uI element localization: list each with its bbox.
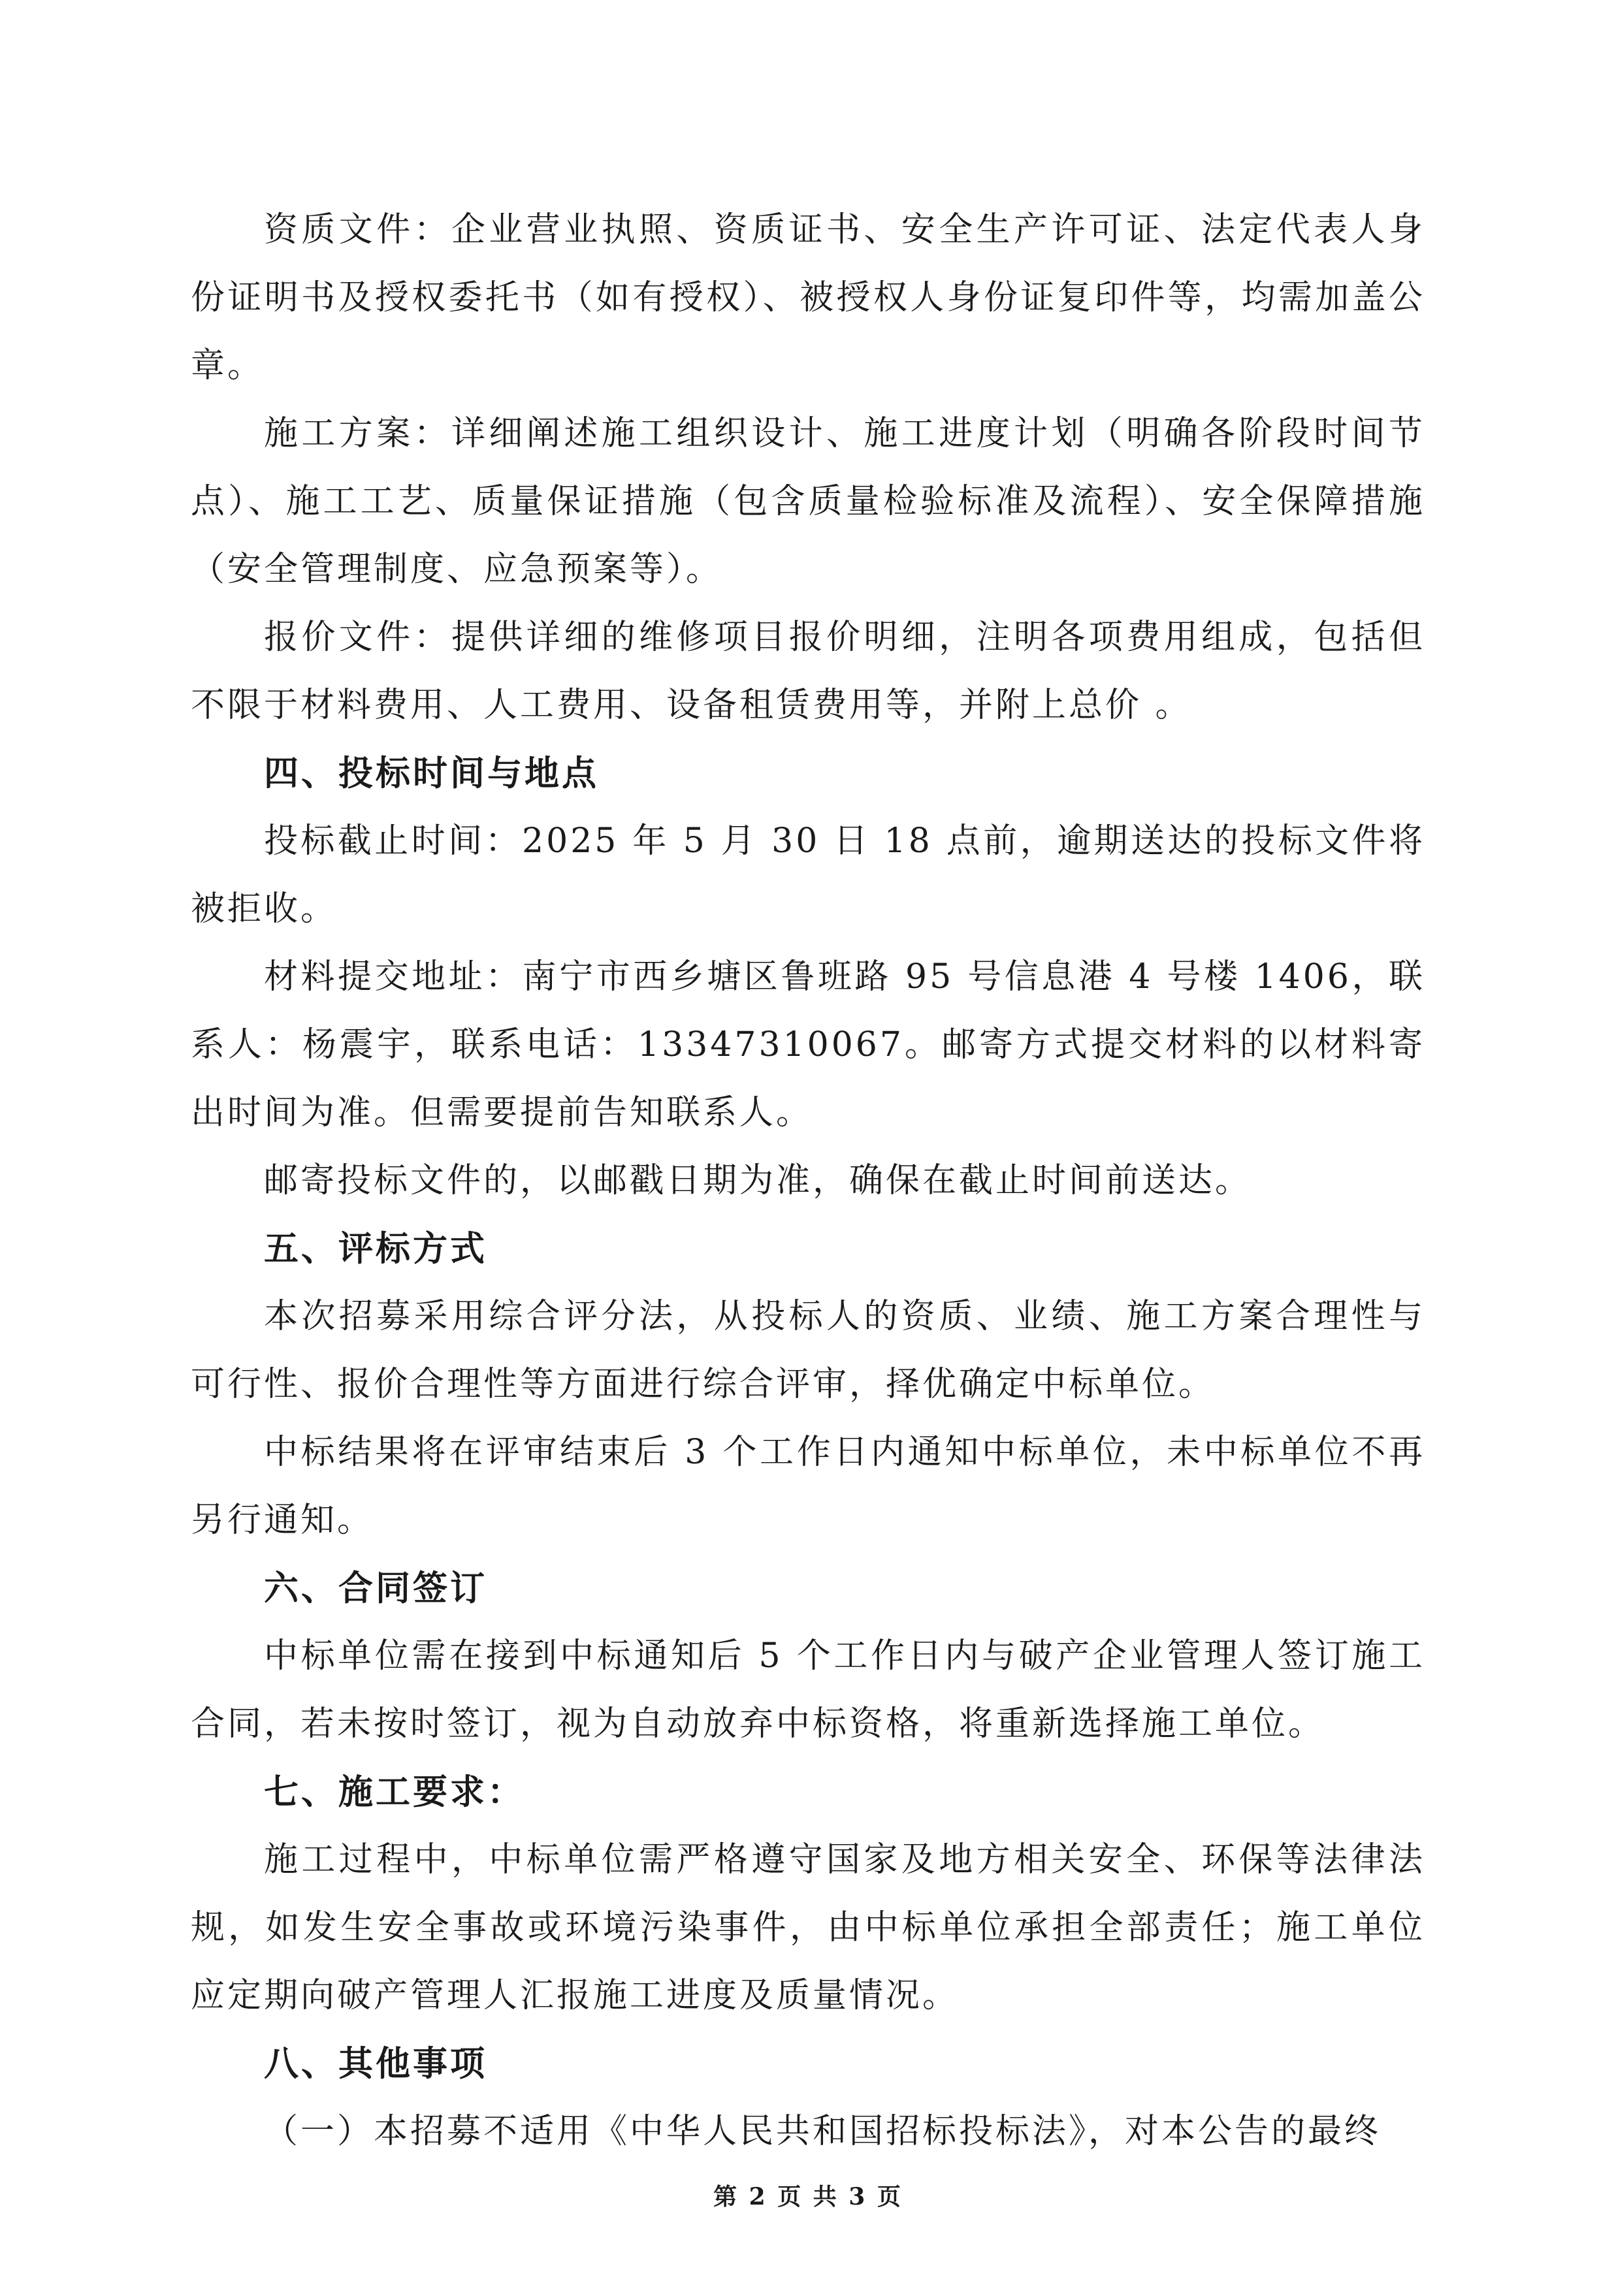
section-heading-construction-requirements: 七、施工要求： (264, 1772, 525, 1812)
paragraph-other-matters-1: （一）本招募不适用《中华人民共和国招标投标法》，对本公告的最终 (264, 2112, 1382, 2151)
paragraph-quotation-documents: 报价文件：提供详细的维修项目报价明细，注明各项费用组成，包括但不限于材料费用、人工费用、设备租赁费用等，并附上总价 。 (191, 618, 1425, 725)
document-body (191, 196, 1425, 2165)
paragraph-mail-submission: 邮寄投标文件的，以邮戳日期为准，确保在截止时间前送达。 (264, 1161, 1252, 1200)
paragraph-qualification-documents: 资质文件：企业营业执照、资质证书、安全生产许可证、法定代表人身份证明书及授权委托书（如有授权）、被授权人身份证复印件等，均需加盖公章。 (191, 210, 1425, 385)
paragraph-construction-plan: 施工方案：详细阐述施工组织设计、施工进度计划（明确各阶段时间节点）、施工工艺、质量保证措施（包含质量检验标准及流程）、安全保障措施（安全管理制度、应急预案等）。 (191, 414, 1425, 589)
paragraph-contract-signing: 中标单位需在接到中标通知后 5 个工作日内与破产企业管理人签订施工合同，若未按时签订，视为自动放弃中标资格，将重新选择施工单位。 (191, 1636, 1425, 1744)
paragraph-evaluation-method: 本次招募采用综合评分法，从投标人的资质、业绩、施工方案合理性与可行性、报价合理性等方面进行综合评审，择优确定中标单位。 (191, 1297, 1425, 1404)
section-heading-evaluation-method: 五、评标方式 (264, 1228, 487, 1269)
section-heading-bid-time-place: 四、投标时间与地点 (264, 753, 599, 793)
page-number-footer: 第 2 页 共 3 页 (713, 2183, 903, 2210)
paragraph-bid-deadline: 投标截止时间：2025 年 5 月 30 日 18 点前，逾期送达的投标文件将被拒收。 (191, 821, 1425, 929)
section-heading-contract-signing: 六、合同签订 (264, 1568, 487, 1608)
section-heading-other-matters: 八、其他事项 (264, 2043, 487, 2084)
paragraph-construction-requirements: 施工过程中，中标单位需严格遵守国家及地方相关安全、环保等法律法规，如发生安全事故或环境污染事件，由中标单位承担全部责任；施工单位应定期向破产管理人汇报施工进度及质量情况。 (191, 1840, 1425, 2015)
paragraph-bid-result-notice: 中标结果将在评审结束后 3 个工作日内通知中标单位，未中标单位不再另行通知。 (191, 1433, 1425, 1540)
paragraph-submission-address: 材料提交地址：南宁市西乡塘区鲁班路 95 号信息港 4 号楼 1406，联系人：杨震宇，联系电话：13347310067。邮寄方式提交材料的以材料寄出时间为准。但需要提前告知联系人。 (191, 957, 1425, 1132)
